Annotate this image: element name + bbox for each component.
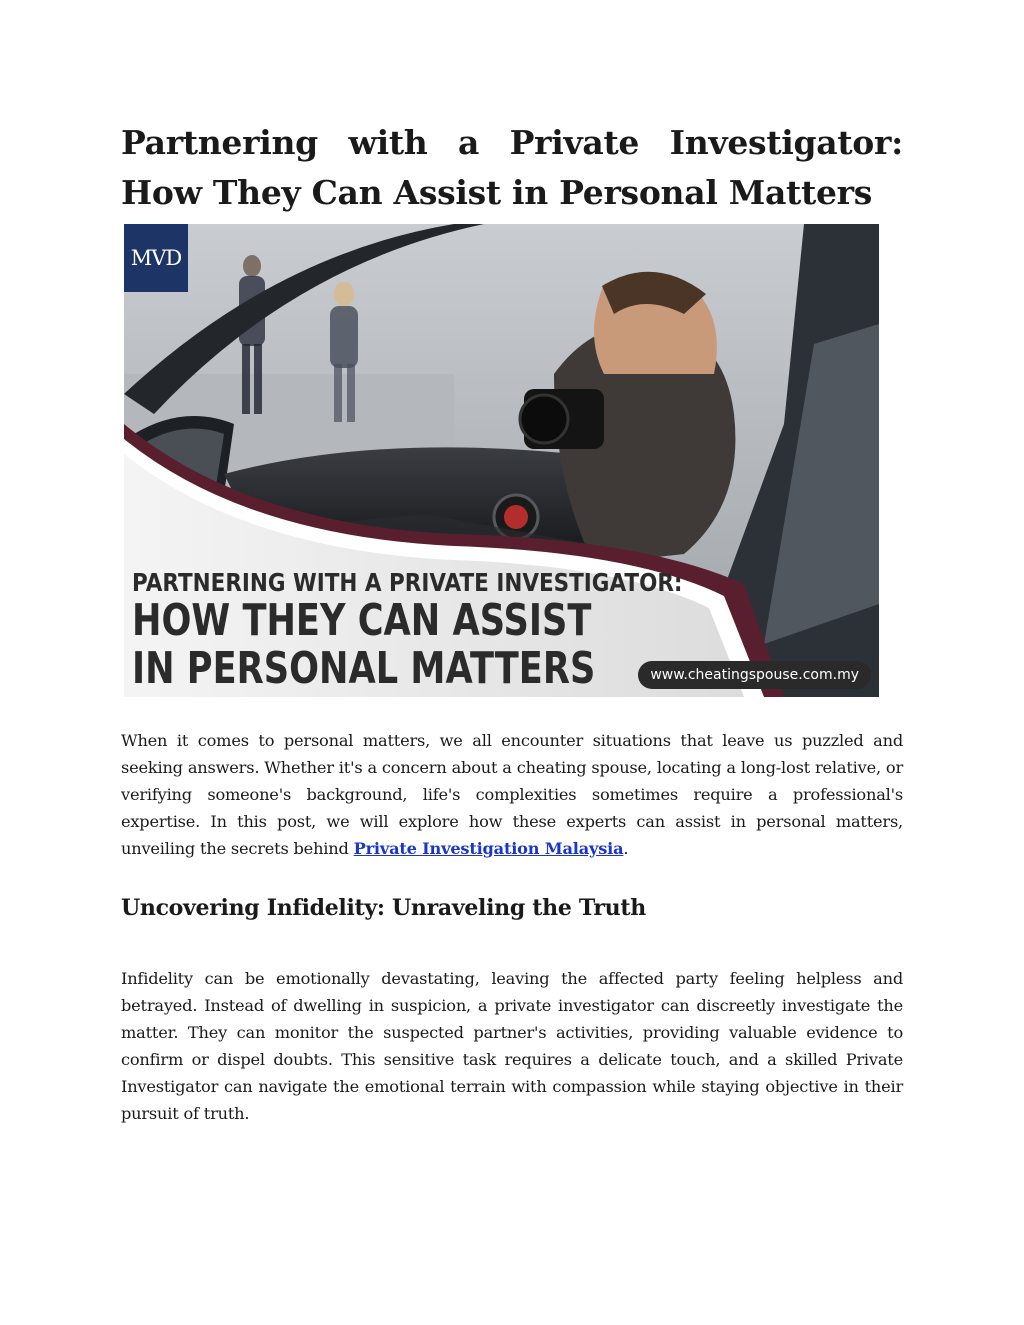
banner-line-1: PARTNERING WITH A PRIVATE INVESTIGATOR: (132, 568, 683, 597)
infidelity-paragraph: Infidelity can be emotionally devastating, leaving the affected party feeling helpless and betrayed. Instead of dwelling in suspicion, a private investigator can discreetly investigate the matter. They can monitor the suspected partner's activities, providing valuable evidence to confirm or dispel doubts. This sensitive task requires a delicate touch, and a skilled Private Investigator can navigate the emotional terrain with compassion while staying objective in their pursuit of truth. (121, 969, 903, 1123)
page-title: Partnering with a Private Investigator: How They Can Assist in Personal Matters (121, 123, 903, 212)
hero-image (124, 224, 879, 697)
banner-line-3: IN PERSONAL MATTERS (132, 643, 596, 694)
private-investigation-malaysia-link[interactable]: Private Investigation Malaysia (353, 839, 624, 858)
intro-paragraph (121, 727, 903, 862)
section-heading-infidelity: Uncovering Infidelity: Unraveling the Truth (121, 895, 646, 921)
banner-line-2: HOW THEY CAN ASSIST (132, 595, 592, 646)
website-badge: www.cheatingspouse.com.my (638, 661, 871, 689)
intro-text-end: . (623, 839, 629, 858)
mvd-logo: MVD (124, 224, 188, 292)
intro-text: When it comes to personal matters, we all encounter situations that leave us puzzled and seeking answers. Whether it's a concern about a cheating spouse, locating a long-lost relative, or verifying someone's background, life's complexities sometimes require a professional's expertise. In this post, we will explore how these experts can assist in personal matters, unveiling the secrets behind (121, 731, 903, 858)
